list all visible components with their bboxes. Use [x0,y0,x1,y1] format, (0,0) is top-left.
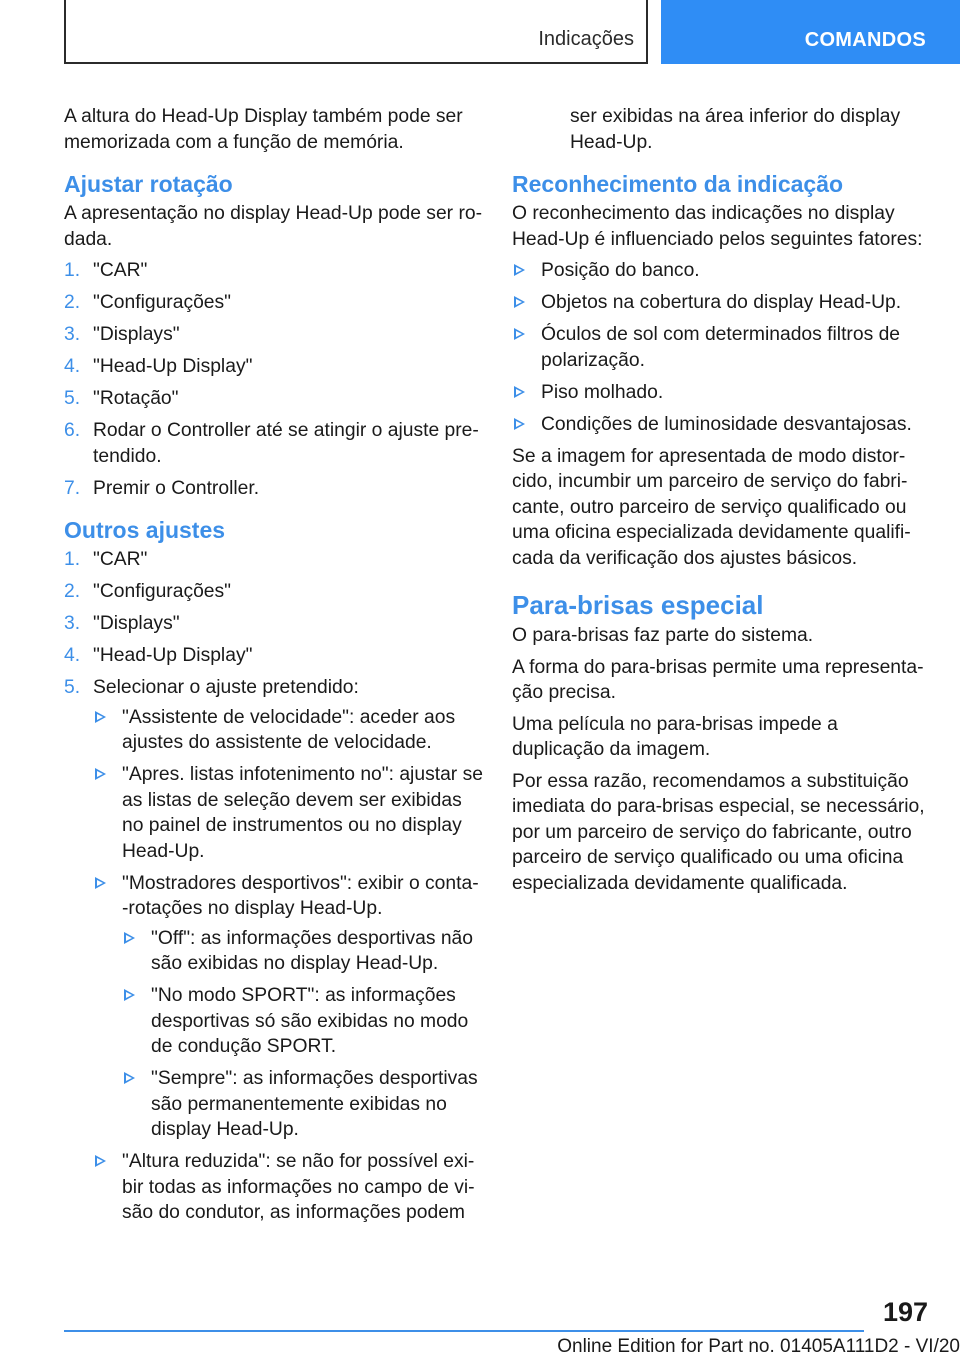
sport-options [122,926,484,1143]
step-number: 7. [64,477,81,499]
settings-step [64,611,484,637]
step-number: 2. [64,292,81,313]
recognition-after-text: Se a imagem for apresentada de modo distor-cido, incumbir um parceiro de serviço do fabri-cante, outro parceiro de serviço qualificado ou uma oficina especializada devidamente qualifi-cada da verificação dos ajustes básicos. [512,445,911,569]
step-number: 5. [64,677,81,698]
sport-option-item [122,926,484,977]
option-text: "Altura reduzida": se não for possível exi-bir todas as informações no campo de vi-são do condutor, as informações podem [122,1151,475,1223]
rotation-heading: Ajustar rotação [64,171,233,197]
page-number: 197 [882,1297,928,1327]
factor-item [512,412,932,438]
settings-step [64,643,484,669]
option-item [93,705,484,756]
sport-option-item [122,983,484,1060]
option-item [93,1149,484,1226]
sport-option-item [122,1066,484,1143]
step-text: "CAR" [93,549,148,570]
settings-step [64,547,484,573]
option-text: "Mostradores desportivos": exibir o conta--rotações no display Head-Up. [122,872,479,919]
triangle-bullet-icon [95,768,106,780]
step-number: 4. [64,645,81,666]
option-text: "No modo SPORT": as informações desportivas só são exibidas no modo de condução SPORT. [151,985,469,1057]
footer-divider [64,1330,864,1332]
factor-text: Piso molhado. [541,381,664,403]
option-item [93,871,484,1143]
step-text: "Head-Up Display" [93,356,253,377]
step-text: "Head-Up Display" [93,645,253,666]
recognition-heading: Reconhecimento da indicação [512,171,844,197]
header-section-tab [64,0,648,64]
step-number: 3. [64,613,81,634]
triangle-bullet-icon [95,877,106,889]
option-item [93,762,484,864]
header-chapter-tab [661,0,960,64]
triangle-bullet-icon [514,264,525,276]
rotation-text: A apresentação no display Head-Up pode ser ro-dada. [64,203,483,250]
step-text: "Configurações" [93,581,232,602]
windshield-paragraph: A forma do para-brisas permite uma representa-ção precisa. [512,656,924,703]
continuation-text: ser exibidas na área inferior do display Head-Up. [570,106,901,153]
step-number: 2. [64,581,81,602]
intro-paragraph: A altura do Head-Up Display também pode ser memorizada com a função de memória. [64,106,463,153]
factor-text: Objetos na cobertura do display Head-Up. [541,292,902,313]
right-column [512,104,932,902]
windshield-paragraph: O para-brisas faz parte do sistema. [512,625,814,646]
edition-text: Online Edition for Part no. 01405A111D2 - VI/20 [557,1336,960,1357]
triangle-bullet-icon [124,989,135,1001]
recognition-factors [512,258,932,437]
option-text: "Sempre": as informações desportivas são permanentemente exibidas no display Head-Up. [151,1068,478,1140]
option-text: "Assistente de velocidade": aceder aos ajustes do assistente de velocidade. [122,706,456,753]
rotation-step [64,476,484,502]
step-text: "Displays" [93,613,180,634]
step-text: Premir o Controller. [93,477,260,499]
step-number: 3. [64,324,81,345]
windshield-heading: Para-brisas especial [512,590,764,620]
factor-item [512,380,932,406]
step-number: 1. [64,260,81,281]
step-text: Rodar o Controller até se atingir o ajuste pre-tendido. [93,420,479,467]
step-text: Selecionar o ajuste pretendido: [93,677,359,698]
triangle-bullet-icon [124,1072,135,1084]
chapter-label: COMANDOS [804,29,926,51]
step-number: 1. [64,549,81,570]
rotation-step [64,386,484,412]
triangle-bullet-icon [95,711,106,723]
triangle-bullet-icon [124,932,135,944]
factor-text: Condições de luminosidade desvantajosas. [541,413,912,435]
other-settings-steps [64,547,484,1226]
step-text: "CAR" [93,260,148,281]
option-text: "Apres. listas infotenimento no": ajustar se as listas de seleção devem ser exibidas no painel de instrumentos ou no display Head-Up. [122,764,483,862]
left-column [64,104,484,1232]
triangle-bullet-icon [514,328,525,340]
section-label: Indicações [538,28,634,50]
rotation-step [64,258,484,284]
option-text: "Off": as informações desportivas não são exibidas no display Head-Up. [151,927,473,974]
triangle-bullet-icon [514,296,525,308]
triangle-bullet-icon [514,386,525,398]
factor-text: Óculos de sol com determinados filtros de polarização. [541,324,901,371]
step-number: 6. [64,420,81,441]
triangle-bullet-icon [95,1155,106,1167]
rotation-steps [64,258,484,501]
recognition-text: O reconhecimento das indicações no display Head-Up é influenciado pelos seguintes fatores: [512,203,923,250]
settings-options [93,705,484,1226]
windshield-paragraph: Uma película no para-brisas impede a duplicação da imagem. [512,713,838,760]
settings-step [64,579,484,605]
step-number: 5. [64,388,81,409]
other-settings-heading: Outros ajustes [64,517,226,543]
rotation-step [64,418,484,469]
rotation-step [64,322,484,348]
factor-item [512,322,932,373]
triangle-bullet-icon [514,418,525,430]
factor-item [512,258,932,284]
rotation-step [64,354,484,380]
rotation-step [64,290,484,316]
step-text: "Configurações" [93,292,232,313]
step-number: 4. [64,356,81,377]
step-text: "Displays" [93,324,180,345]
settings-step [64,675,484,1226]
factor-text: Posição do banco. [541,260,700,281]
factor-item [512,290,932,316]
windshield-paragraph: Por essa razão, recomendamos a substituição imediata do para-brisas especial, se necessário, por um parceiro de serviço do fabricante, outro parceiro de serviço qualificado ou uma oficina especializada devidamente qualificada. [512,770,925,894]
step-text: "Rotação" [93,388,179,409]
